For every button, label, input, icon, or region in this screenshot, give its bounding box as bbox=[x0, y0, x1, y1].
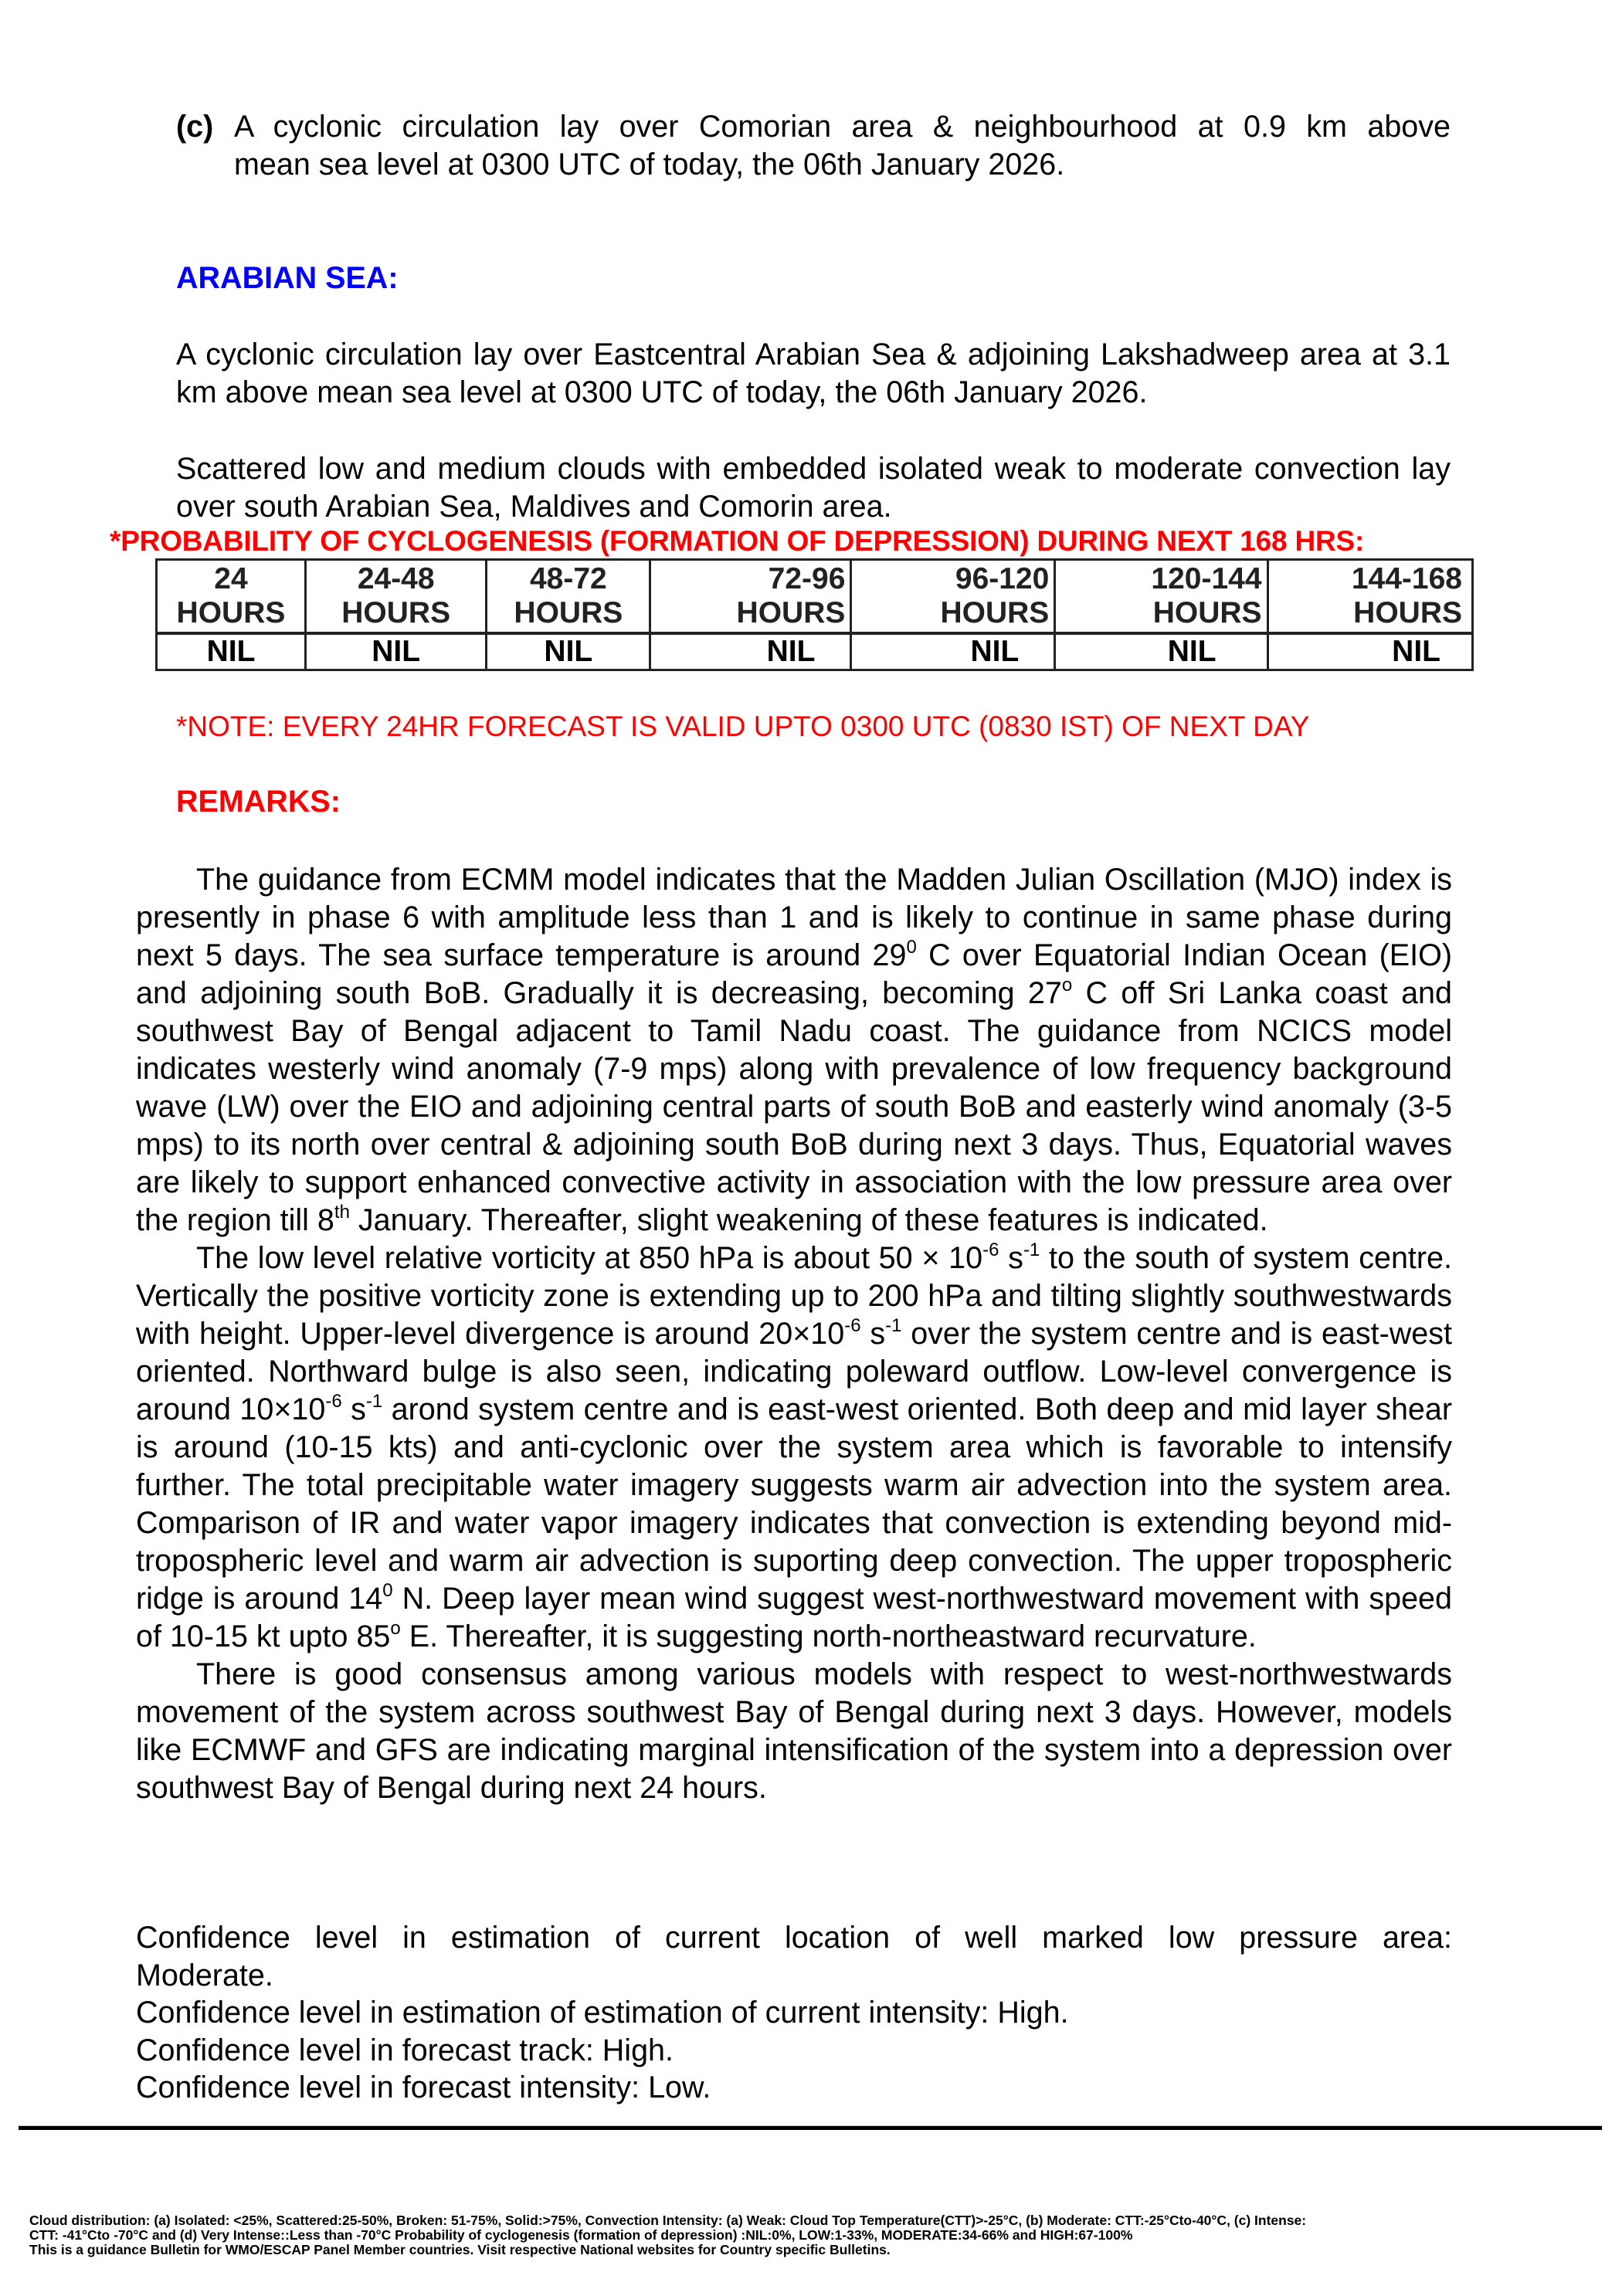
period-range: 24-48 bbox=[357, 562, 435, 595]
item-c-line2: mean sea level at 0300 UTC of today, the 06th January 2026. bbox=[234, 148, 1065, 181]
probability-value: NIL bbox=[1055, 633, 1267, 670]
remarks-heading: REMARKS: bbox=[176, 785, 341, 819]
item-c-label: (c) bbox=[176, 110, 214, 144]
period-range: 120-144 bbox=[1151, 562, 1262, 595]
footer-legend bbox=[29, 2213, 1605, 2257]
text-run: The guidance from ECMM model indicates that the Madden Julian Oscillation (MJO) index is presently in phase 6 with amplitude less than 1 and is likely to continue in same phase during next 5 days. The sea surface temperature is around 29 bbox=[136, 863, 1452, 972]
period-range: 72-96 bbox=[768, 562, 846, 595]
superscript: 0 bbox=[382, 1579, 393, 1601]
superscript: -6 bbox=[844, 1314, 861, 1336]
superscript: th bbox=[334, 1201, 350, 1223]
superscript: 0 bbox=[906, 936, 917, 958]
table-header-cell bbox=[1267, 560, 1472, 634]
text-run: C over Equatorial Indian Ocean (EIO) and adjoining south BoB. Gradually it is decreasing, becoming 27 bbox=[136, 938, 1452, 1010]
superscript: o bbox=[1061, 974, 1073, 995]
arabian-sea-paragraph-2: Scattered low and medium clouds with embedded isolated weak to moderate convection lay over south Arabian Sea, Maldives and Comorin area. bbox=[176, 452, 1451, 524]
period-unit: HOURS bbox=[1152, 596, 1262, 629]
superscript: -1 bbox=[885, 1314, 902, 1336]
text-run: January. Thereafter, slight weakening of these features is indicated. bbox=[349, 1203, 1268, 1237]
table-header-cell bbox=[305, 560, 486, 634]
text-run: over the system centre and is east-west oriented. Northward bulge is also seen, indicating poleward outflow. Low-level convergence is around 10×10 bbox=[136, 1317, 1452, 1426]
remarks-paragraph-dynamics bbox=[136, 1240, 1452, 1656]
item-c-line1-text: A cyclonic circulation lay over Comorian area & neighbourhood at 0.9 km above bbox=[234, 110, 1451, 144]
superscript: -6 bbox=[982, 1239, 999, 1260]
forecast-validity-note: *NOTE: EVERY 24HR FORECAST IS VALID UPTO 0300 UTC (0830 IST) OF NEXT DAY bbox=[176, 711, 1310, 742]
table-header-cell bbox=[1055, 560, 1267, 634]
text-run: s bbox=[860, 1317, 886, 1351]
superscript: -1 bbox=[365, 1390, 383, 1412]
text-run: N. Deep layer mean wind suggest west-northwestward movement with speed of 10-15 kt upto 85 bbox=[136, 1582, 1452, 1653]
period-range: 24 bbox=[214, 562, 248, 595]
confidence-levels bbox=[136, 1919, 1452, 2107]
item-c-line1 bbox=[176, 108, 1451, 146]
table-row bbox=[157, 633, 1473, 670]
period-range: 96-120 bbox=[955, 562, 1050, 595]
remarks-paragraph-consensus: There is good consensus among various models with respect to west-northwestwards movement of the system across southwest Bay of Bengal during next 3 days. However, models like ECMWF and GFS are indicating marginal intensification of the system into a depression over southwest Bay of Bengal during next 24 hours. bbox=[136, 1657, 1452, 1805]
probability-value: NIL bbox=[305, 633, 486, 670]
probability-value: NIL bbox=[650, 633, 851, 670]
probability-value: NIL bbox=[851, 633, 1055, 670]
cyclogenesis-probability-title: *PROBABILITY OF CYCLOGENESIS (FORMATION OF DEPRESSION) DURING NEXT 168 HRS: bbox=[110, 525, 1365, 557]
period-unit: HOURS bbox=[940, 596, 1050, 629]
footer-divider bbox=[19, 2125, 1602, 2130]
period-unit: HOURS bbox=[176, 596, 286, 629]
probability-value: NIL bbox=[157, 633, 306, 670]
text-run: to the south of system centre. Vertically the positive vorticity zone is extending up to 200 hPa and tilting slightly southwestwards with height. Upper-level divergence is around 20×10 bbox=[136, 1241, 1452, 1351]
remarks-body bbox=[136, 861, 1452, 1807]
period-unit: HOURS bbox=[514, 596, 623, 629]
superscript: -1 bbox=[1023, 1239, 1040, 1260]
period-range: 144-168 bbox=[1351, 562, 1462, 595]
footer-cloud-distribution: Cloud distribution: (a) Isolated: <25%, Scattered:25-50%, Broken: 51-75%, Solid:>75%, Convection Intensity: (a) Weak: Cloud Top Temperature(CTT)>-25°C, (b) Moderate: CTT:-25°Cto-40°C, (c) Intense: bbox=[29, 2213, 1307, 2228]
confidence-location-value: Moderate. bbox=[136, 1958, 273, 1992]
text-run: C off Sri Lanka coast and southwest Bay of Bengal adjacent to Tamil Nadu coast. The guidance from NCICS model indicates westerly wind anomaly (7-9 mps) along with prevalence of low frequency background wave (LW) over the EIO and adjoining central parts of south BoB and easterly wind anomaly (3-5 mps) to its north over central & adjoining south BoB during next 3 days. Thus, Equatorial waves are likely to support enhanced convective activity in association with the low pressure area over the region till 8 bbox=[136, 976, 1452, 1237]
remarks-paragraph-mjo bbox=[136, 861, 1452, 1240]
cyclogenesis-probability-table bbox=[155, 558, 1474, 671]
period-unit: HOURS bbox=[736, 596, 846, 629]
footer-probability-scale: CTT: -41°Cto -70°C and (d) Very Intense::Less than -70°C Probability of cyclogenesis (formation of depression) :NIL:0%, LOW:1-33%, MODERATE:34-66% and HIGH:67-100% bbox=[29, 2227, 1133, 2243]
arabian-sea-paragraph-1: A cyclonic circulation lay over Eastcentral Arabian Sea & adjoining Lakshadweep area at 3.1 km above mean sea level at 0300 UTC of today, the 06th January 2026. bbox=[176, 337, 1451, 409]
text-run: arond system centre and is east-west oriented. Both deep and mid layer shear is around (10-15 kts) and anti-cyclonic over the system area which is favorable to intensify further. The total precipitable water imagery suggests warm air advection into the system area. Comparison of IR and water vapor imagery indicates that convection is extending beyond mid-tropospheric level and warm air advection is suporting deep convection. The upper tropospheric ridge is around 14 bbox=[136, 1392, 1452, 1616]
confidence-current-intensity: Confidence level in estimation of estimation of current intensity: High. bbox=[136, 1996, 1069, 2030]
confidence-forecast-intensity: Confidence level in forecast intensity: Low. bbox=[136, 2070, 711, 2104]
confidence-forecast-track: Confidence level in forecast track: High. bbox=[136, 2033, 674, 2067]
text-run: s bbox=[999, 1241, 1023, 1275]
probability-value: NIL bbox=[487, 633, 650, 670]
table-header-row bbox=[157, 560, 1473, 634]
table-header-cell bbox=[851, 560, 1055, 634]
table-header-cell bbox=[650, 560, 851, 634]
period-unit: HOURS bbox=[341, 596, 451, 629]
table-header-cell bbox=[157, 560, 306, 634]
footer-disclaimer: This is a guidance Bulletin for WMO/ESCAP Panel Member countries. Visit respective National websites for Country specific Bulletins. bbox=[29, 2242, 891, 2257]
text-run: E. Thereafter, it is suggesting north-northeastward recurvature. bbox=[400, 1619, 1257, 1653]
superscript: -6 bbox=[325, 1390, 342, 1412]
superscript: o bbox=[390, 1617, 401, 1639]
text-run: The low level relative vorticity at 850 hPa is about 50 × 10 bbox=[196, 1241, 983, 1275]
item-c-paragraph bbox=[176, 108, 1451, 184]
arabian-sea-heading: ARABIAN SEA: bbox=[176, 261, 399, 295]
period-unit: HOURS bbox=[1353, 596, 1462, 629]
confidence-location-label: Confidence level in estimation of current location of well marked low pressure area: bbox=[136, 1921, 1452, 1955]
table-header-cell bbox=[487, 560, 650, 634]
probability-value: NIL bbox=[1267, 633, 1472, 670]
period-range: 48-72 bbox=[529, 562, 607, 595]
text-run: s bbox=[341, 1392, 366, 1426]
